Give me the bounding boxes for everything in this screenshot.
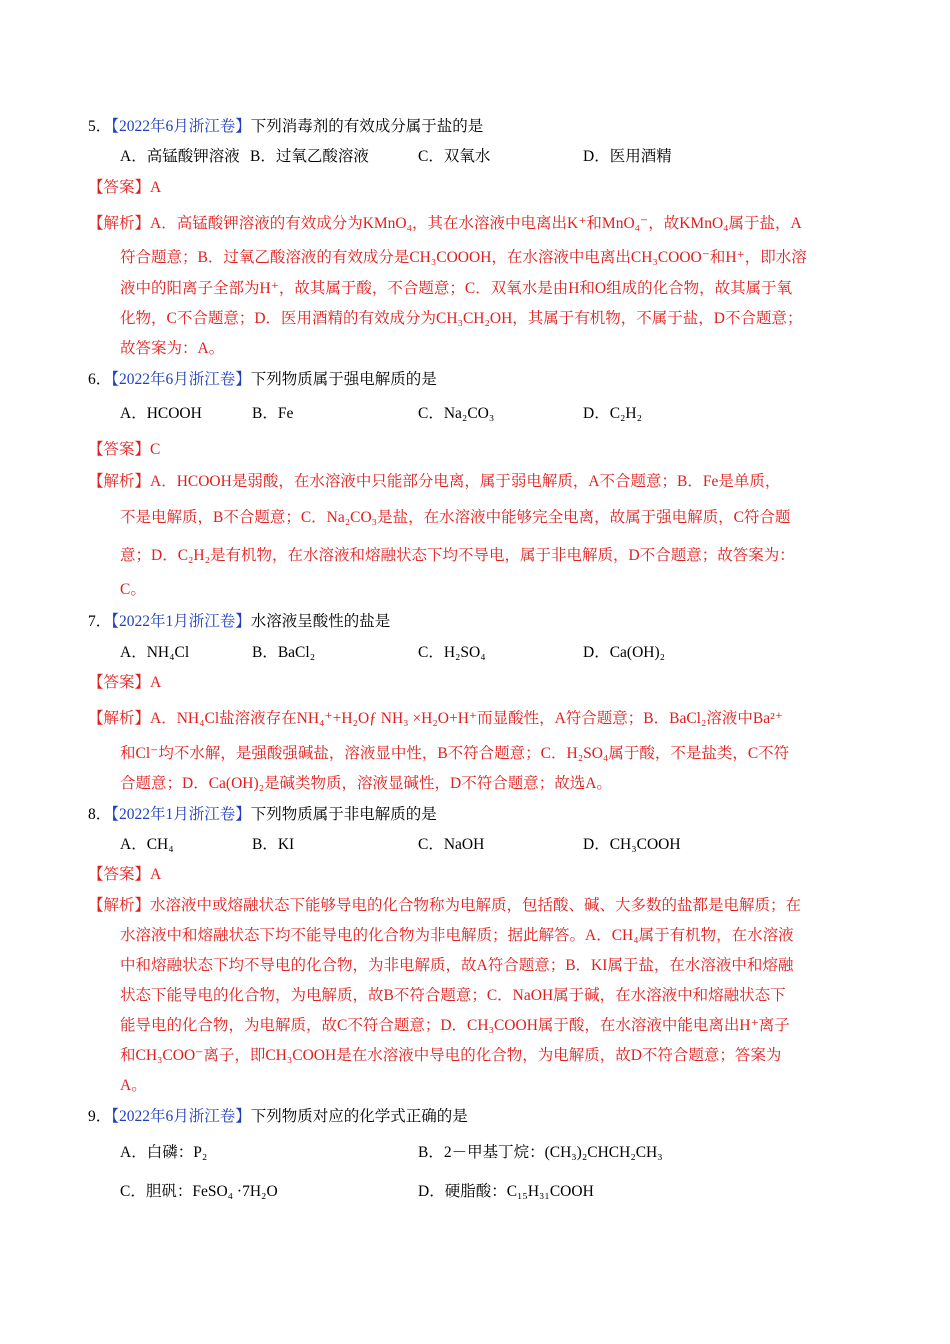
option-b: B．Fe [252, 405, 294, 422]
question-number: 6． [88, 371, 112, 388]
analysis-text: 状态下能导电的化合物，为电解质，故B不符合题意；C．NaOH属于碱，在水溶液中和熔融状态下 [120, 987, 786, 1004]
analysis-line [88, 709, 783, 729]
option-c: C．双氧水 [418, 148, 491, 165]
answer-label: 【答案】 [88, 441, 151, 458]
analysis-text: 合题意；D．Ca(OH)₂是碱类物质，溶液显碱性，D不符合题意；故选A。 [120, 775, 612, 792]
answer-line [88, 178, 161, 198]
option-c: C．NaOH [418, 836, 485, 853]
analysis-label: 【解析】 [88, 897, 151, 914]
question-5-stem [88, 117, 483, 137]
option-d: D．Ca(OH)₂ [583, 644, 666, 661]
question-8-stem [88, 805, 437, 825]
analysis-line [88, 214, 802, 234]
answer-value: A [150, 866, 162, 883]
question-text: 下列物质对应的化学式正确的是 [250, 1108, 468, 1125]
answer-value: C [150, 441, 161, 458]
analysis-text: 水溶液中和熔融状态下均不能导电的化合物为非电解质；据此解答。A．CH₄属于有机物，在水溶液 [120, 927, 794, 944]
option-d: D．硬脂酸：C₁₅H₃₁COOH [418, 1183, 594, 1200]
analysis-text: A。 [120, 1077, 147, 1094]
question-7-stem [88, 612, 390, 632]
option-a: A．高锰酸钾溶液 [120, 148, 240, 165]
analysis-text: A．HCOOH是弱酸，在水溶液中只能部分电离，属于弱电解质，A不合题意；B．Fe是单质， [150, 473, 781, 490]
analysis-label: 【解析】 [88, 215, 151, 232]
option-b: B．KI [252, 836, 295, 853]
question-9-stem [88, 1107, 468, 1127]
option-b: B．BaCl₂ [252, 644, 316, 661]
analysis-line [88, 896, 801, 916]
question-text: 下列物质属于非电解质的是 [250, 806, 437, 823]
analysis-text: 不是电解质，B不合题意；C．Na₂CO₃是盐，在水溶液中能够完全电离，故属于强电解质，C符合题 [120, 509, 791, 526]
analysis-line [88, 472, 780, 492]
analysis-label: 【解析】 [88, 473, 151, 490]
analysis-text: 中和熔融状态下均不导电的化合物，为非电解质，故A符合题意；B．KI属于盐，在水溶液中和熔融 [120, 957, 794, 974]
question-source: 【2022年6月浙江卷】 [111, 118, 251, 135]
analysis-text: 和Cl⁻均不水解，是强酸强碱盐，溶液显中性，B不符合题意；C．H₂SO₄属于酸，不是盐类，C不符 [120, 745, 790, 762]
option-d: D．医用酒精 [583, 148, 672, 165]
question-text: 下列物质属于强电解质的是 [250, 371, 437, 388]
answer-label: 【答案】 [88, 866, 151, 883]
question-number: 8． [88, 806, 112, 823]
answer-line [88, 673, 161, 693]
question-number: 7． [88, 613, 112, 630]
analysis-text: 故答案为：A。 [120, 340, 225, 357]
question-source: 【2022年1月浙江卷】 [111, 806, 251, 823]
question-source: 【2022年6月浙江卷】 [111, 371, 251, 388]
analysis-text: 化物，C不合题意；D．医用酒精的有效成分为CH₃CH₂OH，其属于有机物，不属于盐，D不合题意； [120, 310, 803, 327]
analysis-text: 液中的阳离子全部为H⁺，故其属于酸，不合题意；C．双氧水是由H和O组成的化合物，故其属于氧 [120, 280, 793, 297]
analysis-text: 水溶液中或熔融状态下能够导电的化合物称为电解质，包括酸、碱、大多数的盐都是电解质；在 [150, 897, 802, 914]
option-b: B．过氧乙酸溶液 [250, 148, 369, 165]
option-a: A．HCOOH [120, 405, 202, 422]
answer-label: 【答案】 [88, 674, 151, 691]
option-a: A．NH₄Cl [120, 644, 190, 661]
question-number: 9． [88, 1108, 112, 1125]
option-a: A．CH₄ [120, 836, 174, 853]
analysis-text: 能导电的化合物，为电解质，故C不符合题意；D．CH₃COOH属于酸，在水溶液中能电离出H⁺离子 [120, 1017, 790, 1034]
answer-value: A [150, 674, 162, 691]
question-source: 【2022年6月浙江卷】 [111, 1108, 251, 1125]
analysis-text: A．NH₄Cl盐溶液存在NH₄⁺+H₂Oƒ NH₃ ×H₂O+H⁺而显酸性，A符合题意；B．BaCl₂溶液中Ba²⁺ [150, 710, 783, 727]
analysis-label: 【解析】 [88, 710, 151, 727]
analysis-text: 符合题意；B．过氧乙酸溶液的有效成分是CH₃COOOH，在水溶液中电离出CH₃COOO⁻和H⁺，即水溶 [120, 249, 807, 266]
question-source: 【2022年1月浙江卷】 [111, 613, 251, 630]
option-c: C．胆矾：FeSO₄ ·7H₂O [120, 1183, 278, 1200]
analysis-text: A．高锰酸钾溶液的有效成分为KMnO₄，其在水溶液中电离出K⁺和MnO₄⁻，故KMnO₄属于盐，A [150, 215, 802, 232]
option-c: C．H₂SO₄ [418, 644, 486, 661]
answer-line [88, 865, 161, 885]
answer-line [88, 440, 160, 460]
question-6-stem [88, 370, 437, 390]
answer-value: A [150, 179, 162, 196]
option-a: A．白磷：P₂ [120, 1144, 208, 1161]
answer-label: 【答案】 [88, 179, 151, 196]
option-d: D．C₂H₂ [583, 405, 643, 422]
option-d: D．CH₃COOH [583, 836, 681, 853]
analysis-text: 意；D．C₂H₂是有机物，在水溶液和熔融状态下均不导电，属于非电解质，D不合题意；故答案为： [120, 547, 795, 564]
analysis-text: C。 [120, 581, 146, 598]
option-c: C．Na₂CO₃ [418, 405, 495, 422]
analysis-text: 和CH₃COO⁻离子，即CH₃COOH是在水溶液中导电的化合物，为电解质，故D不符合题意；答案为 [120, 1047, 782, 1064]
question-text: 水溶液呈酸性的盐是 [250, 613, 391, 630]
question-number: 5． [88, 118, 112, 135]
question-text: 下列消毒剂的有效成分属于盐的是 [250, 118, 484, 135]
option-b: B．2－甲基丁烷：(CH₃)₂CHCH₂CH₃ [418, 1144, 663, 1161]
